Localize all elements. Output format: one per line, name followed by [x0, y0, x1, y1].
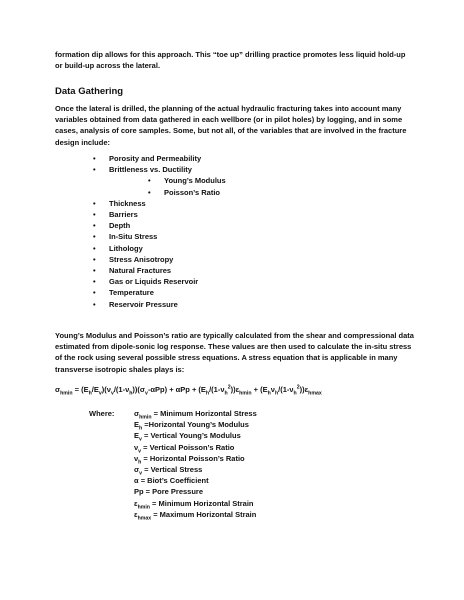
list-item	[148, 176, 226, 186]
definition-text: = Horizontal Poisson’s Ratio	[141, 453, 245, 463]
definition-text: = Vertical Poisson’s Ratio	[141, 442, 235, 452]
list-item-label: Lithology	[109, 243, 143, 253]
list-item	[148, 187, 220, 197]
bullet-icon: •	[93, 198, 96, 208]
bullet-icon: •	[93, 266, 96, 275]
definition-row	[134, 509, 257, 522]
list-item-label: Reservoir Pressure	[109, 299, 178, 309]
definition-row	[134, 465, 203, 477]
bullet-icon: •	[93, 165, 96, 175]
stress-equation: $\sigma_{hmin} = (E_h/E_v)(\nu_v/(1-\nu_h))(\sigma_v-\alpha Pp) + \alpha Pp + (E_h/(1-\nu_h^2))\varepsilon_{hmin} + (E_h\nu_h/(1-\nu_h^2))\varepsilon_{hmax}$	[55, 384, 322, 397]
bullet-icon: •	[93, 210, 96, 219]
list-item-label: Depth	[109, 221, 131, 231]
list-item	[93, 243, 143, 253]
intro-paragraph: formation dip allows for this approach. This “toe up” drilling practice promotes less liquid hold-up or build-up across the lateral.	[55, 50, 406, 71]
section-heading: Data Gathering	[55, 86, 124, 97]
definition-row	[134, 453, 245, 466]
definition-symbol: ν	[134, 453, 139, 463]
list-item-label: In-Situ Stress	[109, 232, 158, 242]
bullet-icon: •	[93, 277, 96, 287]
definition-symbol: ε	[134, 498, 138, 508]
bullet-icon: •	[93, 243, 96, 253]
list-item	[93, 299, 178, 309]
list-item-label: Stress Anisotropy	[109, 254, 174, 264]
definition-symbol: E	[134, 420, 140, 430]
list-item	[93, 198, 146, 208]
definition-row	[134, 476, 209, 485]
definition-subscript: v	[139, 436, 142, 443]
bullet-icon: •	[93, 154, 96, 163]
definition-subscript: v	[139, 470, 143, 477]
definition-row	[134, 498, 254, 511]
bullet-icon: •	[148, 187, 151, 197]
list-item	[93, 165, 192, 175]
definition-subscript: hmin	[137, 504, 150, 511]
definition-subscript: hmin	[139, 414, 152, 421]
bullet-icon: •	[93, 232, 96, 242]
list-item-label: Thickness	[109, 198, 146, 208]
definition-symbol: Pp	[134, 487, 144, 497]
definition-row	[134, 442, 235, 455]
list-item	[93, 277, 199, 287]
list-item	[93, 232, 158, 242]
definition-text: = Vertical Young’s Modulus	[141, 431, 241, 441]
definition-subscript: h	[138, 459, 142, 466]
stress-paragraph: Young’s Modulus and Poisson’s ratio are typically calculated from the shear and compressional data estimated from dipole-sonic log response. These values are then used to calculate the in-situ stress of the rock using several possible stress equations. A stress equation that is applicable in many transverse isotropic shales plays is:	[55, 331, 414, 374]
list-item-label: Porosity and Permeability	[109, 154, 202, 163]
definition-row	[134, 431, 241, 443]
list-item-label: Poisson’s Ratio	[164, 187, 220, 197]
definition-symbol: ν	[134, 442, 139, 452]
list-item	[93, 254, 174, 264]
definition-text: = Minimum Horizontal Stress	[151, 409, 257, 418]
list-item	[93, 210, 138, 219]
list-item	[93, 154, 202, 163]
definition-text: = Pore Pressure	[143, 487, 204, 497]
definition-subscript: v	[138, 448, 142, 455]
definition-row	[134, 409, 257, 421]
bullet-icon: •	[93, 288, 96, 298]
list-item-label: Natural Fractures	[109, 266, 172, 275]
definition-symbol: σ	[134, 409, 140, 418]
where-label: Where:	[89, 409, 115, 418]
definition-symbol: ε	[134, 509, 138, 519]
bullet-icon: •	[93, 299, 96, 309]
list-item	[93, 288, 154, 298]
definition-symbol: σ	[134, 465, 140, 474]
list-item-label: Brittleness vs. Ductility	[109, 165, 192, 175]
list-item-label: Gas or Liquids Reservoir	[109, 277, 199, 287]
list-item-label: Temperature	[109, 288, 154, 298]
definition-text: = Biot’s Coefficient	[138, 476, 209, 486]
definition-text: = Minimum Horizontal Strain	[149, 498, 254, 508]
list-item-label: Barriers	[109, 210, 138, 219]
list-item	[93, 266, 172, 275]
definition-symbol: E	[134, 431, 140, 441]
list-item-label: Young’s Modulus	[164, 176, 226, 186]
definition-text: = Maximum Horizontal Strain	[151, 509, 257, 519]
definition-subscript: h	[139, 425, 143, 432]
bullet-icon: •	[148, 176, 151, 186]
definition-text: = Vertical Stress	[142, 465, 203, 474]
definition-text: =Horizontal Young’s Modulus	[142, 420, 249, 430]
definition-row	[134, 487, 203, 496]
definition-row	[134, 420, 249, 432]
list-item	[93, 221, 131, 231]
bullet-icon: •	[93, 221, 96, 231]
bullet-icon: •	[93, 254, 96, 264]
definition-symbol: α	[134, 476, 139, 486]
definition-subscript: hmax	[137, 515, 152, 522]
fracture-design-paragraph: Once the lateral is drilled, the planning of the actual hydraulic fracturing takes into account many variables obtained from data gathered in each wellbore (or in pilot holes) by logging, and in some cases, analysis of core samples. Some, but not all, of the variables that are involved in the fracture design include:	[55, 104, 407, 147]
